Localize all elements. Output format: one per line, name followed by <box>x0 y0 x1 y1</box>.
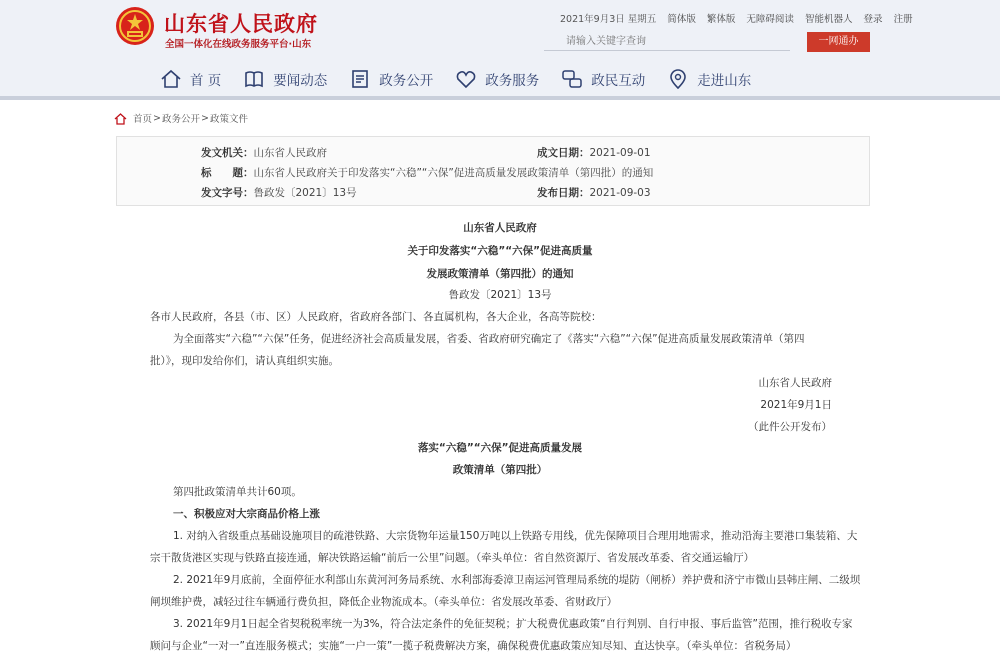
interaction-icon <box>561 68 583 90</box>
breadcrumb-home[interactable]: 首页 <box>133 114 153 125</box>
nav-home-label: 首 页 <box>190 73 222 89</box>
meta-title: 标 题：山东省人民政府关于印发落实“六稳”“六保”促进高质量发展政策清单（第四批）的通知 <box>201 167 654 179</box>
news-icon <box>243 68 265 90</box>
meta-date: 成文日期：2021-09-01 <box>537 147 651 159</box>
national-emblem-icon <box>115 6 155 46</box>
doc-sign-date: 2021年9月1日 <box>760 399 832 411</box>
document-icon <box>349 68 371 90</box>
meta-docno: 发文字号：鲁政发〔2021〕13号 <box>201 187 357 199</box>
site-title[interactable]: 山东省人民政府 <box>164 12 318 36</box>
nav-home[interactable] <box>160 64 221 94</box>
doc-heading-4: 落实“六稳”“六保”促进高质量发展 <box>417 442 583 454</box>
document-meta-box <box>116 136 870 206</box>
simplified-link[interactable]: 简体版 <box>667 14 696 25</box>
nav-interaction-label: 政民互动 <box>591 73 646 89</box>
doc-heading-5: 政策清单（第四批） <box>452 464 548 476</box>
main-nav <box>160 64 773 94</box>
home-icon <box>114 112 127 125</box>
one-stop-button[interactable]: 一网通办 <box>807 32 870 52</box>
nav-news-label: 要闻动态 <box>273 73 328 89</box>
doc-paragraph: 为全面落实“六稳”“六保”任务，促进经济社会高质量发展，省委、省政府研究确定了《落实“六稳”“六保”促进高质量发展政策清单（第四 <box>173 333 805 345</box>
doc-signature: 山东省人民政府 <box>758 377 832 389</box>
doc-item-2: 2. 2021年9月底前，全面停征水利部山东黄河河务局系统、水利部海委漳卫南运河管理局系统的堤防（闸桥）养护费和济宁市微山县韩庄闸、二级坝 <box>173 574 861 586</box>
register-link[interactable]: 注册 <box>893 14 913 25</box>
meta-pubdate: 发布日期：2021-09-03 <box>537 187 651 199</box>
location-icon <box>667 68 689 90</box>
doc-item-3-cont: 顾问与企业“一对一”直连服务模式；实施“一户一策”一揽子税费解决方案，确保税费优惠政策应知尽知、直达快享。（牵头单位：省税务局） <box>150 640 797 652</box>
doc-item-1: 1. 对纳入省级重点基础设施项目的疏港铁路、大宗货物年运量150万吨以上铁路专用线，优先保障项目合理用地需求，推动沿海主要港口集装箱、大 <box>173 530 858 542</box>
doc-item-3: 3. 2021年9月1日起全省契税税率统一为3%，符合法定条件的免征契税；扩大税费优惠政策“自行判别、自行申报、事后监管”范围，推行税收专家 <box>173 618 853 630</box>
breadcrumb-policy[interactable]: 政策文件 <box>209 114 248 125</box>
doc-item-2-cont: 闸坝维护费，减轻过往车辆通行费负担，降低企业物流成本。（牵头单位：省发展改革委、省财政厅） <box>150 596 618 608</box>
robot-link[interactable]: 智能机器人 <box>804 14 853 25</box>
accessibility-link[interactable]: 无障碍阅读 <box>746 14 794 25</box>
breadcrumb-open-gov[interactable]: 政务公开 <box>161 114 200 125</box>
doc-item-1-cont: 宗干散货港区实现与铁路直接连通，解决铁路运输“前后一公里”问题。（牵头单位：省自然资源厅、省发展改革委、省交通运输厅） <box>150 552 755 564</box>
doc-count: 第四批政策清单共计60项。 <box>173 486 302 498</box>
top-links <box>560 11 921 25</box>
doc-heading-2: 关于印发落实“六稳”“六保”促进高质量 <box>407 245 593 257</box>
doc-heading-1: 山东省人民政府 <box>463 222 537 234</box>
nav-open-gov[interactable] <box>349 64 433 94</box>
current-date: 2021年9月3日 星期五 <box>560 14 657 25</box>
nav-shandong-label: 走进山东 <box>697 73 752 89</box>
nav-shandong[interactable] <box>667 64 751 94</box>
home-icon <box>160 68 182 90</box>
doc-paragraph-cont: 批）》，现印发给你们，请认真组织实施。 <box>150 355 339 367</box>
meta-issuer: 发文机关：山东省人民政府 <box>201 147 327 159</box>
site-subtitle: 全国一体化在线政务服务平台·山东 <box>165 39 312 50</box>
breadcrumb: 首页 > 政务公开 > 政策文件 <box>114 111 248 125</box>
nav-open-gov-label: 政务公开 <box>379 73 434 89</box>
nav-interaction[interactable] <box>561 64 645 94</box>
doc-publish-note: （此件公开发布） <box>748 421 832 433</box>
nav-services[interactable] <box>455 64 539 94</box>
site-header <box>0 0 1000 100</box>
nav-news[interactable] <box>243 64 327 94</box>
login-link[interactable]: 登录 <box>863 14 883 25</box>
heart-icon <box>455 68 477 90</box>
search-input[interactable] <box>544 33 790 51</box>
traditional-link[interactable]: 繁体版 <box>706 14 736 25</box>
doc-recipients: 各市人民政府，各县（市、区）人民政府，省政府各部门、各直属机构，各大企业，各高等院校： <box>150 311 602 323</box>
header-divider <box>0 96 1000 100</box>
doc-section-1: 一、积极应对大宗商品价格上涨 <box>173 508 320 520</box>
nav-services-label: 政务服务 <box>485 73 540 89</box>
doc-number: 鲁政发〔2021〕13号 <box>448 289 552 301</box>
doc-heading-3: 发展政策清单（第四批）的通知 <box>426 268 574 280</box>
